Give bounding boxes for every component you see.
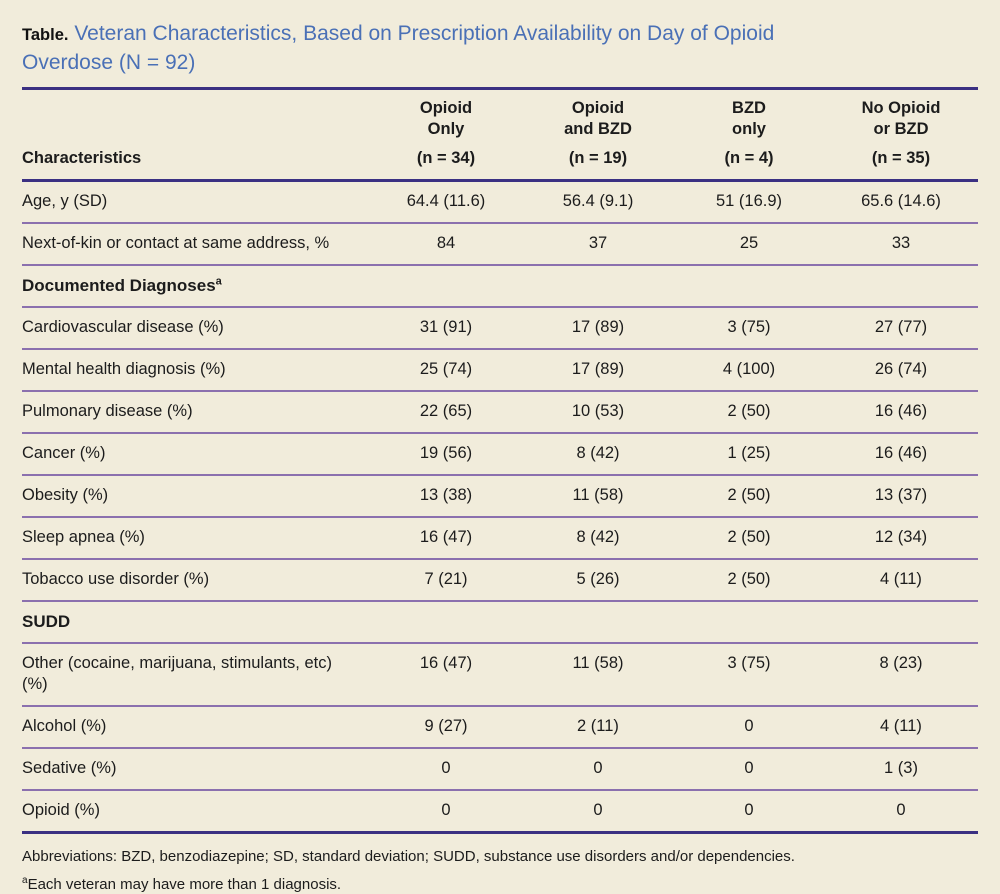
- cell-value: 27 (77): [874, 318, 928, 336]
- column-name: No Opioid or BZD: [861, 99, 941, 138]
- cell-value: 8 (23): [879, 654, 923, 672]
- cell-value: 17 (89): [571, 360, 625, 378]
- column-name: BZD only: [732, 99, 766, 138]
- cell-value: 19 (56): [419, 444, 473, 462]
- cell-value: 11 (58): [572, 486, 624, 504]
- section-header-row: [22, 266, 978, 308]
- table-row: [22, 644, 978, 707]
- table-label: Table.: [22, 26, 69, 44]
- abbreviations-note: Abbreviations: BZD, benzodiazepine; SD, standard deviation; SUDD, substance use disorders and/or dependencies.: [22, 848, 795, 865]
- column-n: (n = 34): [416, 149, 476, 167]
- row-label: Sleep apnea (%): [22, 528, 145, 546]
- table-row: [22, 791, 978, 834]
- cell-value: 3 (75): [727, 318, 771, 336]
- row-label: SUDD: [22, 612, 71, 631]
- table-row: [22, 518, 978, 560]
- table-caption: Veteran Characteristics, Based on Prescription Availability on Day of Opioid Overdose (N = 92): [22, 22, 775, 74]
- table-row: [22, 434, 978, 476]
- cell-value: 33: [891, 234, 911, 252]
- row-label: Alcohol (%): [22, 717, 107, 735]
- table-row: [22, 182, 978, 224]
- column-name: Opioid Only: [419, 99, 473, 138]
- row-label: Mental health diagnosis (%): [22, 360, 226, 378]
- cell-value: 1 (3): [884, 759, 918, 777]
- column-header-opioid-only: [370, 98, 522, 179]
- cell-value: 51 (16.9): [715, 192, 783, 210]
- cell-value: 25 (74): [419, 360, 473, 378]
- cell-value: 1 (25): [727, 444, 771, 462]
- row-label: Other (cocaine, marijuana, stimulants, etc) (%): [22, 654, 332, 693]
- cell-value: 0: [744, 717, 754, 735]
- table-row: [22, 308, 978, 350]
- row-label: Sedative (%): [22, 759, 117, 777]
- cell-value: 16 (47): [419, 528, 473, 546]
- column-n: (n = 4): [724, 149, 774, 167]
- table-body: [22, 182, 978, 834]
- cell-value: 37: [588, 234, 608, 252]
- cell-value: 8 (42): [576, 444, 620, 462]
- cell-value: 9 (27): [424, 717, 468, 735]
- cell-value: 0: [441, 759, 451, 777]
- row-label: Next-of-kin or contact at same address, %: [22, 234, 330, 252]
- cell-value: 8 (42): [576, 528, 620, 546]
- table-header-row: [22, 90, 978, 179]
- row-label: Tobacco use disorder (%): [22, 570, 210, 588]
- cell-value: 0: [593, 759, 603, 777]
- table-row: [22, 224, 978, 266]
- cell-value: 0: [744, 759, 754, 777]
- cell-value: 16 (46): [874, 444, 928, 462]
- cell-value: 2 (50): [727, 486, 771, 504]
- cell-value: 4 (100): [722, 360, 776, 378]
- cell-value: 12 (34): [874, 528, 928, 546]
- cell-value: 22 (65): [419, 402, 473, 420]
- cell-value: 5 (26): [576, 570, 620, 588]
- cell-value: 56.4 (9.1): [562, 192, 634, 210]
- cell-value: 4 (11): [880, 717, 922, 735]
- cell-value: 0: [441, 801, 451, 819]
- table-row: [22, 476, 978, 518]
- table-row: [22, 392, 978, 434]
- cell-value: 2 (50): [727, 570, 771, 588]
- table-row: [22, 749, 978, 791]
- cell-value: 31 (91): [419, 318, 473, 336]
- cell-value: 4 (11): [880, 570, 922, 588]
- footnote-a: $^a$Each veteran may have more than 1 diagnosis.: [22, 875, 342, 893]
- cell-value: 16 (46): [874, 402, 928, 420]
- table-row: [22, 560, 978, 602]
- row-label: Opioid (%): [22, 801, 100, 819]
- table-title: [22, 20, 782, 76]
- footnote-marker: a: [215, 275, 222, 288]
- cell-value: 0: [593, 801, 603, 819]
- row-label: Cancer (%): [22, 444, 106, 462]
- cell-value: 17 (89): [571, 318, 625, 336]
- cell-value: 64.4 (11.6): [406, 192, 486, 210]
- cell-value: 13 (38): [419, 486, 473, 504]
- cell-value: 2 (11): [577, 717, 619, 735]
- cell-value: 26 (74): [874, 360, 928, 378]
- table-footnotes: [22, 847, 978, 894]
- row-label: Age, y (SD): [22, 192, 108, 210]
- row-label: Pulmonary disease (%): [22, 402, 193, 420]
- column-header-bzd-only: [674, 98, 824, 179]
- cell-value: 13 (37): [874, 486, 928, 504]
- column-header-no-opioid-or-bzd: [824, 98, 978, 179]
- cell-value: 11 (58): [572, 654, 624, 672]
- column-n: (n = 19): [568, 149, 628, 167]
- row-label: Documented Diagnoses$^a$: [22, 275, 222, 295]
- cell-value: 16 (47): [419, 654, 473, 672]
- characteristics-header: Characteristics: [22, 149, 142, 167]
- cell-value: 84: [436, 234, 456, 252]
- column-n: (n = 35): [871, 149, 931, 167]
- cell-value: 25: [739, 234, 759, 252]
- cell-value: 3 (75): [727, 654, 771, 672]
- table-row: [22, 350, 978, 392]
- cell-value: 2 (50): [727, 402, 771, 420]
- row-label: Cardiovascular disease (%): [22, 318, 224, 336]
- cell-value: 7 (21): [424, 570, 468, 588]
- column-header-opioid-and-bzd: [522, 98, 674, 179]
- row-label: Obesity (%): [22, 486, 109, 504]
- cell-value: 65.6 (14.6): [861, 192, 941, 210]
- cell-value: 0: [896, 801, 906, 819]
- cell-value: 2 (50): [727, 528, 771, 546]
- cell-value: 0: [744, 801, 754, 819]
- table-row: [22, 707, 978, 749]
- cell-value: 10 (53): [571, 402, 625, 420]
- section-header-row: [22, 602, 978, 644]
- column-name: Opioid and BZD: [564, 99, 632, 138]
